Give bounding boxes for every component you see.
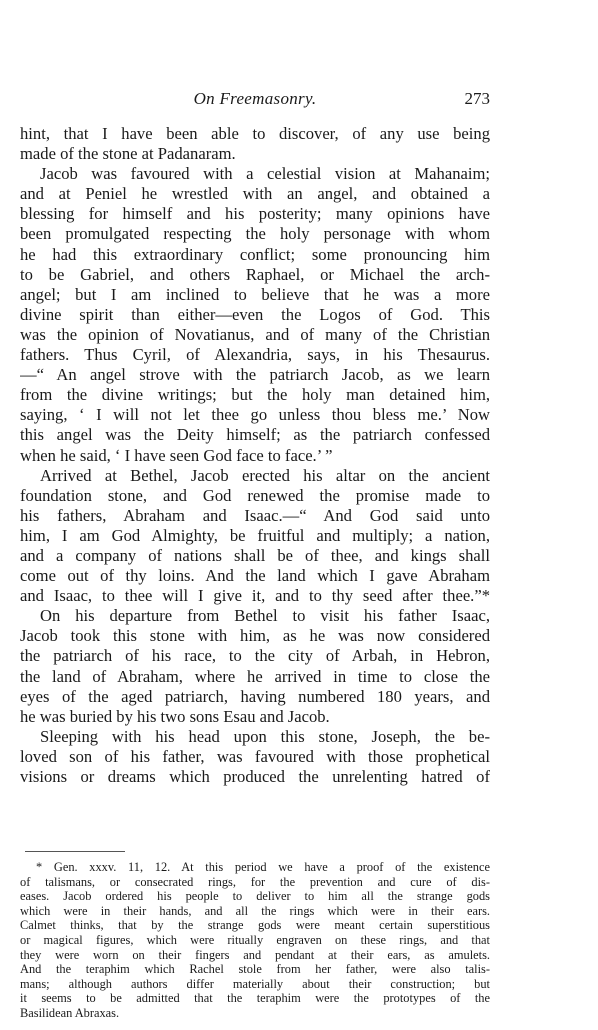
body-line: saying, ‘ I will not let thee go unless thou bless me.’ Now — [20, 405, 490, 425]
body-line: he had this extraordinary conflict; some pronouncing him — [20, 244, 490, 264]
body-line: the patriarch of his race, to the city of Arbah, in Hebron, — [20, 646, 490, 666]
footnotes — [20, 860, 490, 1021]
body-text — [20, 124, 490, 787]
footnote-line: they were worn on their fingers and pendant at their ears, as amulets. — [20, 947, 490, 962]
body-line: this angel was the Deity himself; as the patriarch confessed — [20, 425, 490, 445]
body-line: loved son of his father, was favoured with those prophetical — [20, 746, 490, 766]
body-line: the land of Abraham, where he arrived in time to close the — [20, 666, 490, 686]
body-line: Jacob was favoured with a celestial vision at Mahanaim; — [40, 164, 490, 184]
body-line: and a company of nations shall be of thee, and kings shall — [20, 545, 490, 565]
body-line: was the opinion of Novatianus, and of many of the Christian — [20, 324, 490, 344]
running-title: On Freemasonry. — [193, 89, 317, 108]
footnote-line: or magical figures, which were ritually engraven on these rings, and that — [20, 932, 490, 947]
footnote-line: And the teraphim which Rachel stole from her father, were also talis- — [20, 962, 490, 977]
body-line: to be Gabriel, and others Raphael, or Michael the arch- — [20, 264, 490, 284]
body-line: —“ An angel strove with the patriarch Jacob, as we learn — [20, 365, 490, 385]
footnote-line: Calmet thinks, that by the strange gods were meant certain superstitious — [20, 918, 490, 933]
footnote-line: of talismans, or consecrated rings, for the prevention and cure of dis- — [20, 874, 490, 889]
body-line: Arrived at Bethel, Jacob erected his altar on the ancient — [40, 465, 490, 485]
footnote-line: eases. Jacob ordered his people to deliver to him all the strange gods — [20, 889, 490, 904]
body-line: him, I am God Almighty, be fruitful and multiply; a nation, — [20, 525, 490, 545]
body-line: eyes of the aged patriarch, having numbered 180 years, and — [20, 686, 490, 706]
footnote-line: which were in their hands, and all the rings which were in their ears. — [20, 903, 490, 918]
footnote-line: Basilidean Abraxas. — [20, 1005, 120, 1020]
page-number: 273 — [464, 89, 490, 108]
body-line: come out of thy loins. And the land which I gave Abraham — [20, 566, 490, 586]
body-line: he was buried by his two sons Esau and Jacob. — [20, 706, 330, 726]
footnote-rule — [25, 851, 125, 852]
body-line: hint, that I have been able to discover, of any use being — [20, 124, 490, 143]
body-line: divine spirit than either—even the Logos of God. This — [20, 304, 490, 324]
body-line: Sleeping with his head upon this stone, Joseph, the be- — [40, 726, 490, 746]
body-line: blessing for himself and his posterity; many opinions have — [20, 204, 490, 224]
body-line: been promulgated respecting the holy personage with whom — [20, 224, 490, 244]
body-line: angel; but I am inclined to believe that he was a more — [20, 284, 490, 304]
footnote-line: mans; although authors differ materially about their construction; but — [20, 976, 490, 991]
body-line: made of the stone at Padanaram. — [20, 144, 236, 164]
body-line: when he said, ‘ I have seen God face to face.’ ” — [20, 445, 333, 465]
body-line: visions or dreams which produced the unrelenting hatred of — [20, 767, 490, 786]
body-line: from the divine writings; but the holy man detained him, — [20, 385, 490, 405]
body-line: and Isaac, to thee will I give it, and to thy seed after thee.”* — [20, 586, 490, 606]
body-line: foundation stone, and God renewed the promise made to — [20, 485, 490, 505]
body-line: Jacob took this stone with him, as he was now considered — [20, 626, 490, 646]
running-head — [20, 88, 490, 110]
body-line: fathers. Thus Cyril, of Alexandria, says, in his Thesaurus. — [20, 345, 490, 365]
footnote-line: * Gen. xxxv. 11, 12. At this period we have a proof of the existence — [36, 860, 490, 874]
body-line: his fathers, Abraham and Isaac.—“ And God said unto — [20, 505, 490, 525]
footnote-line: it seems to be admitted that the teraphim were the prototypes of the — [20, 991, 490, 1006]
body-line: and at Peniel he wrestled with an angel, and obtained a — [20, 184, 490, 204]
body-line: On his departure from Bethel to visit his father Isaac, — [40, 606, 490, 626]
